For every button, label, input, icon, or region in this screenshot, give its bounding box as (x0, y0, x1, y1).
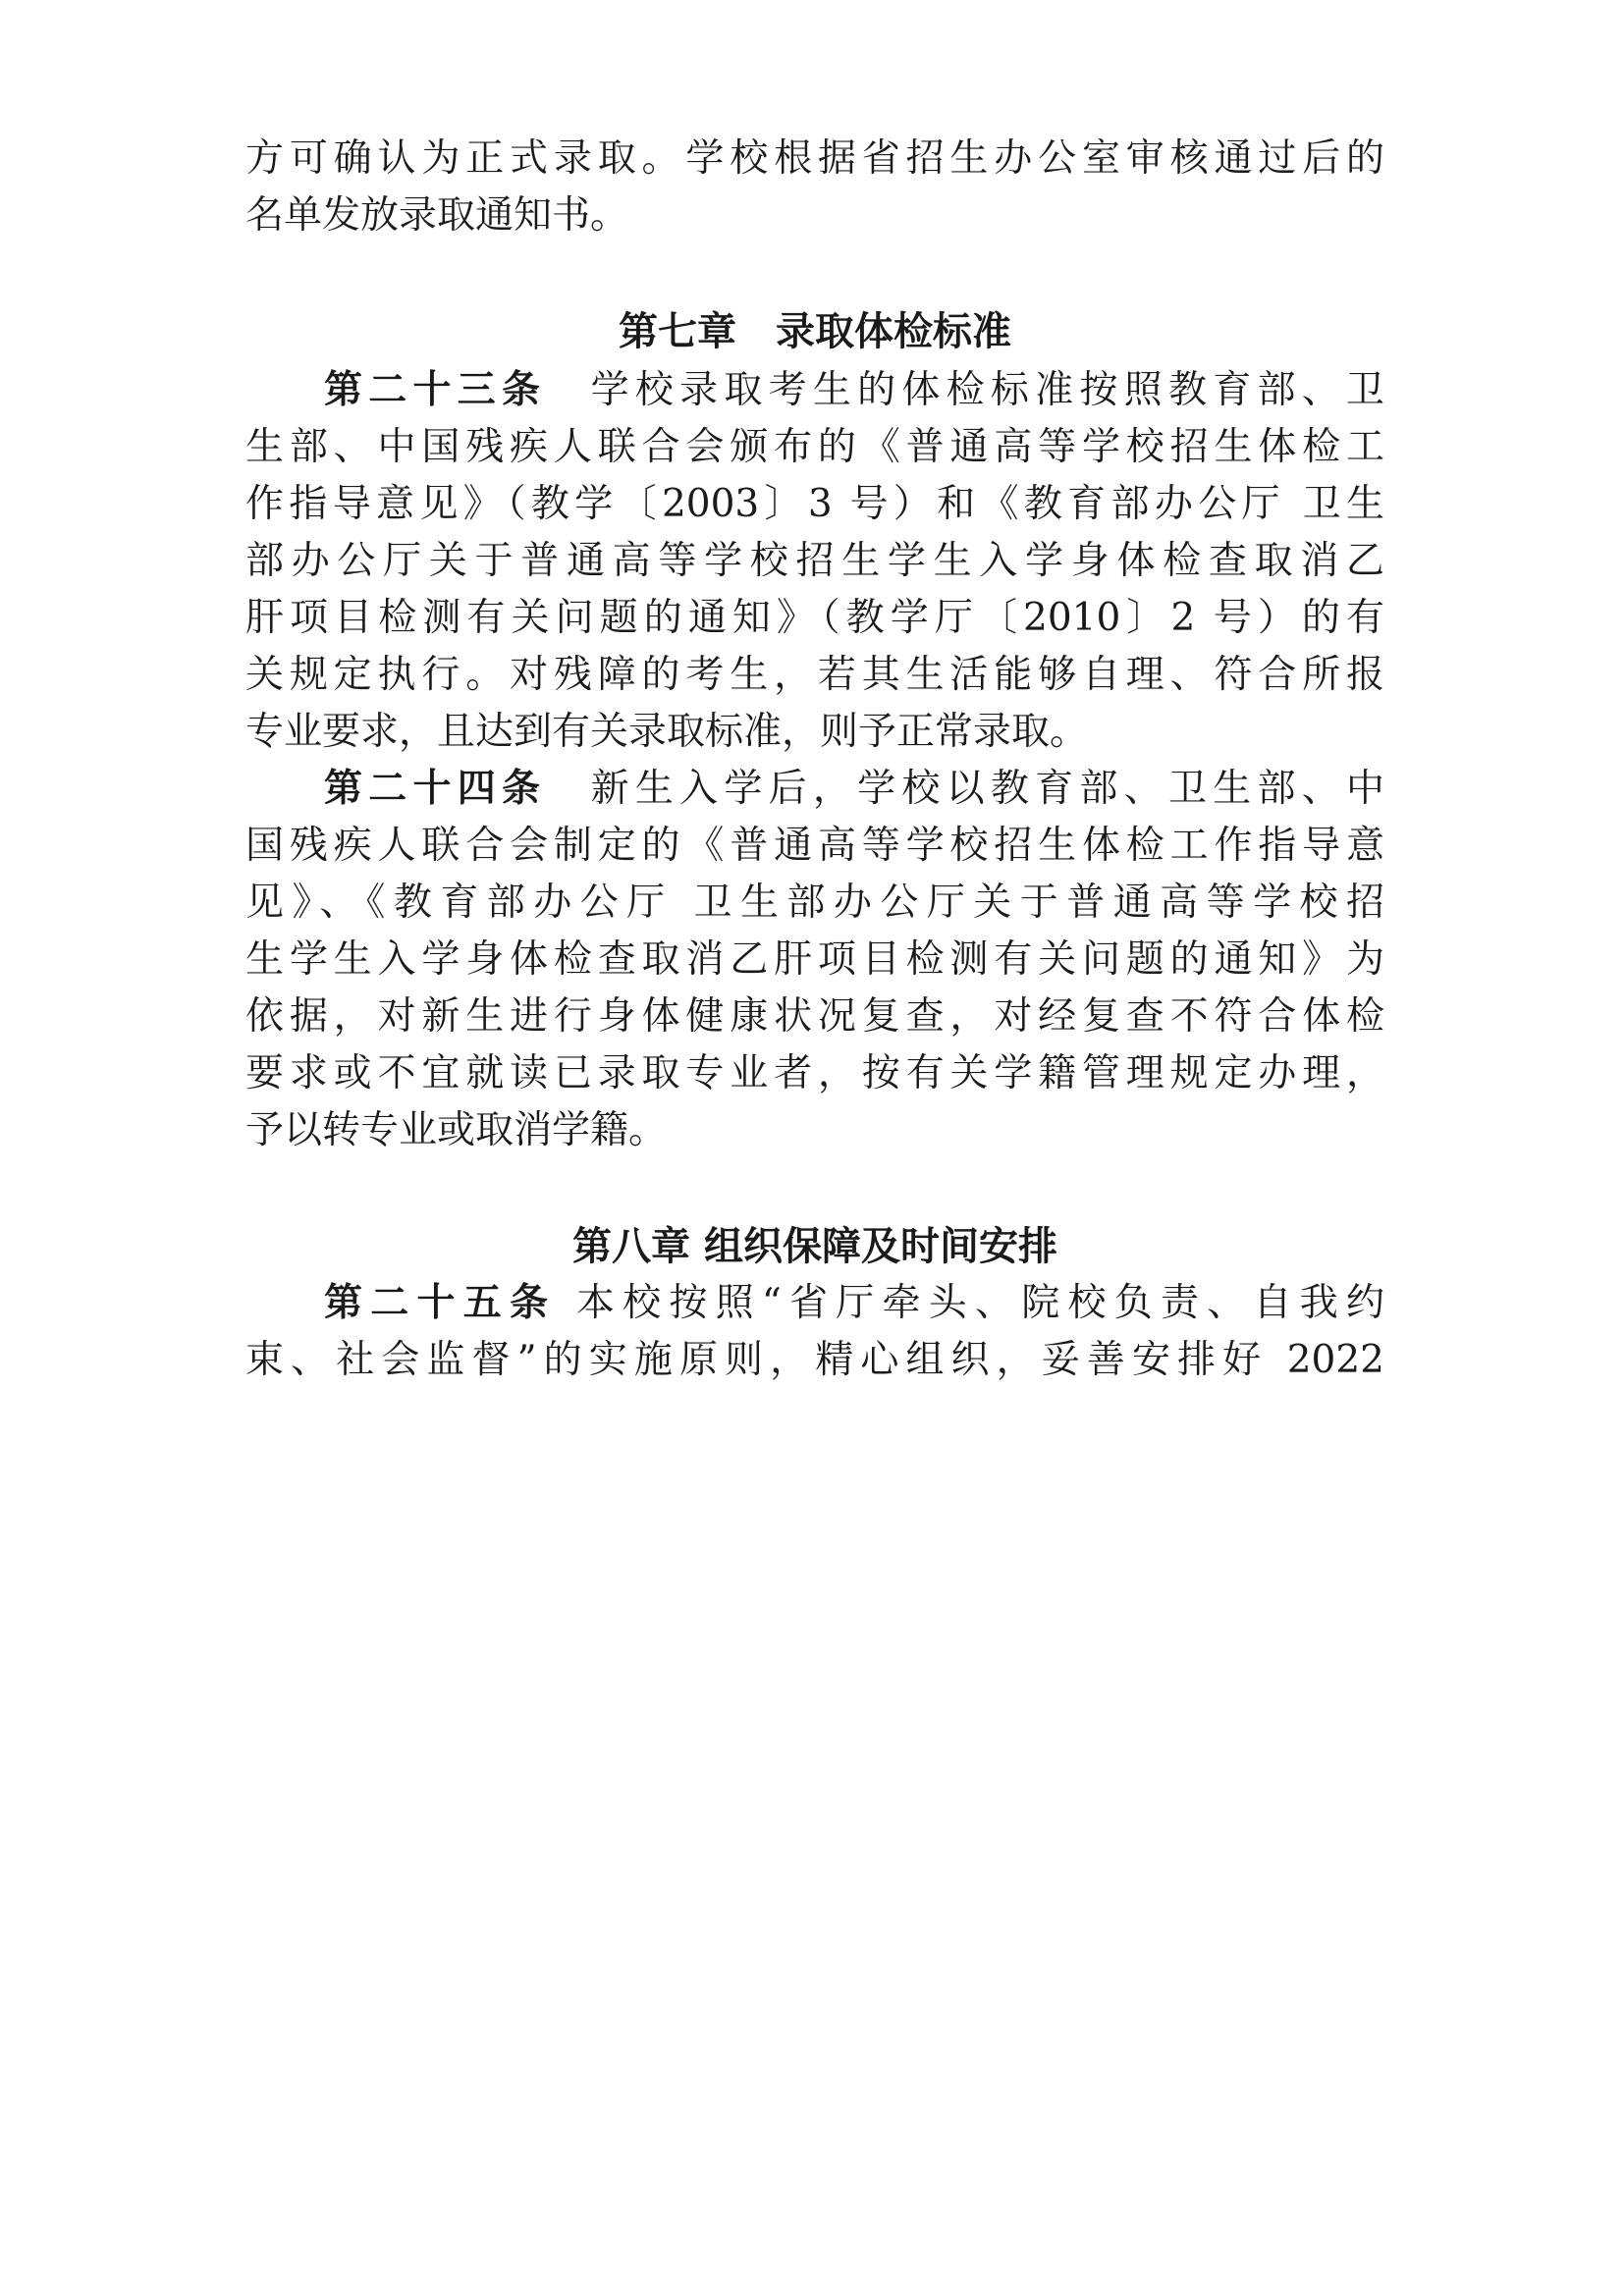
article-label: 第二十五条 (324, 1281, 557, 1325)
article-text: 学校录取考生的体检标准按照教育部、卫 (546, 368, 1384, 412)
article-label: 第二十三条 (324, 368, 547, 412)
paragraph-line: 束、社会监督”的实施原则，精心组织，妥善安排好 2022 (245, 1338, 1384, 1382)
paragraph-line: 见》、《教育部办公厅 卫生部办公厅关于普通高等学校招 (245, 881, 1384, 925)
paragraph-line: 生学生入学身体检查取消乙肝项目检测有关问题的通知》为 (245, 937, 1384, 982)
chapter-heading: 第七章 录取体检标准 (619, 309, 1011, 354)
paragraph-line: 予以转专业或取消学籍。 (245, 1108, 668, 1152)
paragraph-line: 关规定执行。对残障的考生，若其生活能够自理、符合所报 (245, 653, 1384, 697)
paragraph-line: 肝项目检测有关问题的通知》（教学厅〔2010〕2 号）的有 (245, 596, 1384, 640)
paragraph-line: 名单发放录取通知书。 (245, 193, 629, 238)
paragraph-line: 专业要求，且达到有关录取标准，则予正常录取。 (245, 710, 1089, 754)
article-text: 新生入学后，学校以教育部、卫生部、中 (546, 767, 1384, 811)
article-text: 本校按照“省厅牵头、院校负责、自我约 (556, 1281, 1384, 1325)
paragraph-line: 生部、中国残疾人联合会颁布的《普通高等学校招生体检工 (245, 425, 1384, 469)
article-first-line (245, 1276, 1384, 1331)
article-label: 第二十四条 (324, 767, 547, 811)
paragraph-line: 方可确认为正式录取。学校根据省招生办公室审核通过后的 (245, 136, 1384, 181)
paragraph-line: 依据，对新生进行身体健康状况复查，对经复查不符合体检 (245, 994, 1384, 1039)
paragraph-line: 国残疾人联合会制定的《普通高等学校招生体检工作指导意 (245, 824, 1384, 868)
paragraph-line: 作指导意见》（教学〔2003〕3 号）和《教育部办公厅 卫生 (245, 482, 1384, 526)
chapter-heading: 第八章 组织保障及时间安排 (572, 1224, 1057, 1269)
paragraph-line: 要求或不宜就读已录取专业者，按有关学籍管理规定办理， (245, 1051, 1384, 1095)
article-first-line (245, 363, 1384, 418)
paragraph-line: 部办公厅关于普通高等学校招生学生入学身体检查取消乙 (245, 539, 1384, 583)
article-first-line (245, 762, 1384, 817)
